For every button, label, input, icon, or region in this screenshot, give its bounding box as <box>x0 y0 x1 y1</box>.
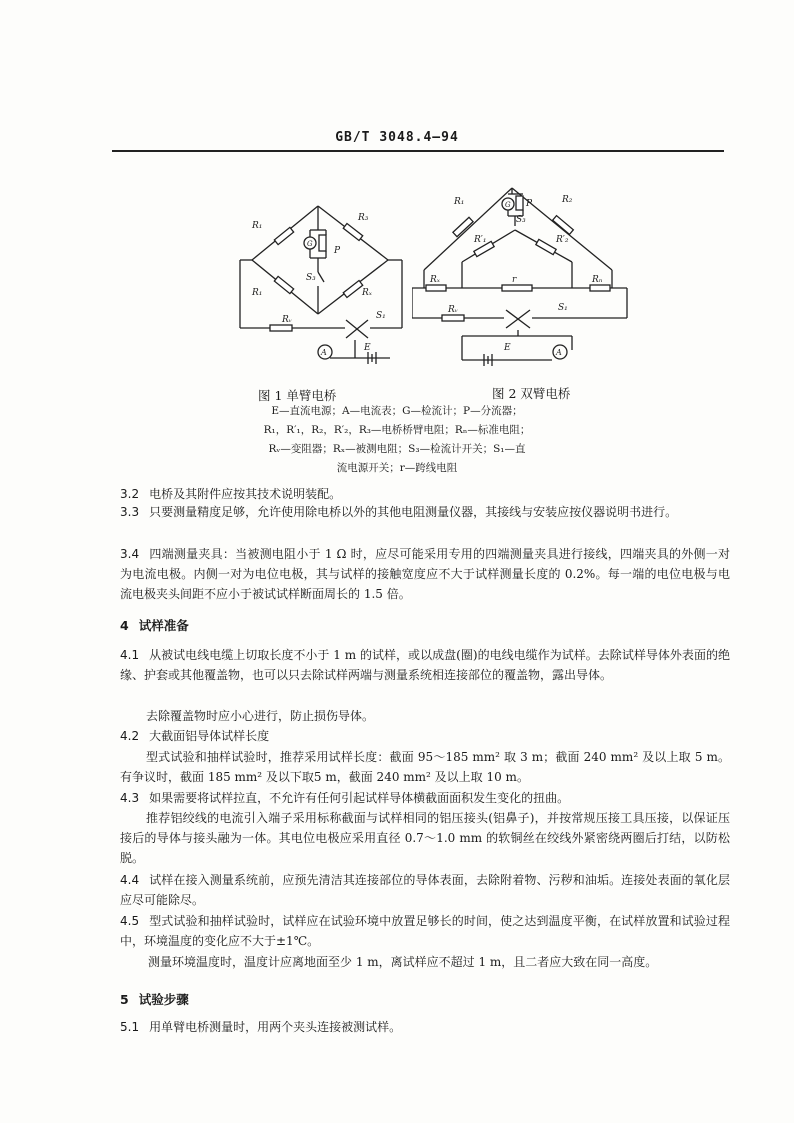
fig2-label-g: G <box>505 201 511 209</box>
clause-text: 型式试验和抽样试验时，试样应在试验环境中放置足够长的时间，使之达到温度平衡，在试样放置和试验过程中，环境温度的变化应不大于±1℃。 <box>120 914 730 948</box>
fig1-label-g: G <box>307 240 313 248</box>
fig2-label-rn: Rₙ <box>592 275 603 285</box>
clause-number: 4.1 <box>120 648 140 662</box>
clause-5-1 <box>120 1017 730 1037</box>
fig2-label-rx: Rₓ <box>430 275 440 285</box>
clause-3-3 <box>120 502 730 522</box>
legend-line-1: E—直流电源；A—电流表；G—检流计；P—分流器； <box>271 405 523 417</box>
fig1-label-r1-lower: R₁ <box>252 288 263 298</box>
clause-number: 4.3 <box>120 791 140 805</box>
figure-1-caption: 图 1 单臂电桥 <box>258 388 337 403</box>
section-5-heading <box>120 990 730 1010</box>
clause-text: 只要测量精度足够，允许使用除电桥以外的其他电阻测量仪器，其接线与安装应按仪器说明书进行。 <box>149 505 678 519</box>
clause-3-4 <box>120 544 730 604</box>
fig2-label-p: P <box>526 199 533 209</box>
fig2-label-r: r <box>512 275 517 285</box>
section-title: 试样准备 <box>138 618 189 633</box>
fig1-label-r1: R₁ <box>252 221 263 231</box>
clause-text: 如果需要将试样拉直，不允许有任何引起试样导体横截面面积发生变化的扭曲。 <box>149 791 570 805</box>
fig1-label-s1: S₁ <box>376 311 386 321</box>
fig2-label-rv: Rᵥ <box>448 305 459 315</box>
clause-text: 用单臂电桥测量时，用两个夹头连接被测试样。 <box>149 1020 402 1034</box>
clause-number: 4.2 <box>120 729 140 743</box>
fig1-label-a: A <box>321 348 327 357</box>
clause-4-1-note: 去除覆盖物时应小心进行，防止损伤导体。 <box>146 709 375 723</box>
clause-4-3 <box>120 788 730 808</box>
fig2-label-r2: R₂ <box>562 195 573 205</box>
figure-1-single-arm-bridge-diagram <box>230 180 420 380</box>
fig2-label-s1: S₁ <box>558 303 568 313</box>
header-rule <box>112 150 724 152</box>
clause-3-2 <box>120 484 730 504</box>
clause-number: 3.2 <box>120 487 140 501</box>
section-title: 试验步骤 <box>138 992 189 1007</box>
fig2-label-e: E <box>504 343 511 353</box>
clause-4-3-body: 推荐铝绞线的电流引入端子采用标称截面与试样相同的铝压接头(铝鼻子)，并按常规压接工具压接，以保证压接后的导体与接头融为一体。其电位电极应采用直径 0.7～1.0 mm 的软铜丝在绞线外紧密绕两圈后打结，以防松脱。 <box>120 811 730 865</box>
section-4-heading <box>120 616 730 636</box>
clause-text: 四端测量夹具：当被测电阻小于 1 Ω 时，应尽可能采用专用的四端测量夹具进行接线，四端夹具的外侧一对为电流电极。内侧一对为电位电极，其与试样的接触宽度应不大于试样测量长度的 0.2%。每一端的电位电极与电流电极夹头间距不应小于被试试样断面周长的 1.5 倍。 <box>120 547 730 601</box>
section-number: 5 <box>120 992 129 1007</box>
legend-line-3: Rᵥ—变阻器；Rₓ—被测电阻；S₃—检流计开关；S₁—直 <box>268 443 526 455</box>
legend-line-2: R₁，R′₁，R₂，R′₂，R₃—电桥桥臂电阻；Rₙ—标准电阻； <box>263 424 531 436</box>
clause-4-4 <box>120 870 730 910</box>
figure-2-double-arm-bridge-diagram <box>412 170 637 380</box>
legend-line-4: 流电源开关；r—跨线电阻 <box>336 462 458 474</box>
clause-number: 3.3 <box>120 505 140 519</box>
fig2-label-r1: R₁ <box>454 197 465 207</box>
clause-text: 从被试电线电缆上切取长度不小于 1 m 的试样，或以成盘(圈)的电线电缆作为试样。去除试样导体外表面的绝缘、护套或其他覆盖物，也可以只去除试样两端与测量系统相连接部位的覆盖物，露出导体。 <box>120 648 730 682</box>
fig2-label-r2-prime: R′₂ <box>556 235 569 245</box>
fig2-label-a: A <box>556 348 562 357</box>
fig1-label-rv: Rᵥ <box>282 315 293 325</box>
fig2-label-s3: S₃ <box>516 215 526 225</box>
clause-number: 4.5 <box>120 914 140 928</box>
standard-code-header: GB/T 3048.4—94 <box>335 130 459 145</box>
clause-text: 电桥及其附件应按其技术说明装配。 <box>149 487 342 501</box>
clause-text: 试样在接入测量系统前，应预先清洁其连接部位的导体表面，去除附着物、污秽和油垢。连接处表面的氧化层应尽可能除尽。 <box>120 873 730 907</box>
clause-text: 大截面铝导体试样长度 <box>149 729 270 743</box>
fig1-label-r3: R₃ <box>358 213 369 223</box>
fig1-label-s3: S₃ <box>306 273 316 283</box>
fig1-label-e: E <box>364 343 371 353</box>
clause-number: 4.4 <box>120 873 140 887</box>
section-number: 4 <box>120 618 129 633</box>
fig1-label-p: P <box>334 246 341 256</box>
clause-number: 5.1 <box>120 1020 140 1034</box>
clause-4-1 <box>120 645 730 685</box>
clause-4-5-body: 测量环境温度时，温度计应离地面至少 1 m，离试样应不超过 1 m，且二者应大致在同一高度。 <box>148 955 658 969</box>
clause-4-2-body: 型式试验和抽样试验时，推荐采用试样长度：截面 95～185 mm² 取 3 m；截面 240 mm² 及以上取 5 m。有争议时，截面 185 mm² 及以下取5 m，截面 240 mm² 及以上取 10 m。 <box>120 750 730 784</box>
fig1-label-rx: Rₓ <box>362 288 372 298</box>
clause-number: 3.4 <box>120 547 140 561</box>
clause-4-2 <box>120 726 730 746</box>
fig2-label-r1-prime: R′₁ <box>474 235 487 245</box>
figure-2-caption: 图 2 双臂电桥 <box>492 386 571 401</box>
clause-4-5 <box>120 911 730 951</box>
